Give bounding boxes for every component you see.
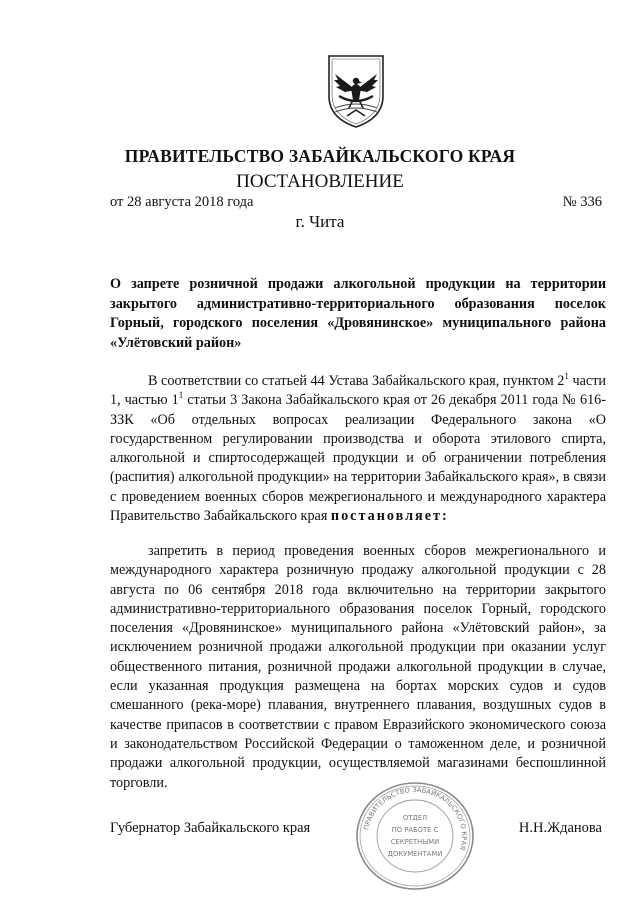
stamp-line-4: ДОКУМЕНТАМИ (387, 850, 443, 858)
seal-stamp (352, 780, 478, 892)
document-type: ПОСТАНОВЛЕНИЕ (236, 171, 404, 192)
superscript-1: 1 (564, 371, 569, 381)
resolves-word: постановляет: (330, 508, 449, 525)
stamp-line-3: СЕКРЕТНЫМИ (390, 838, 440, 846)
stamp-line-2: ПО РАБОТЕ С (391, 826, 439, 834)
coat-of-arms-emblem (323, 50, 389, 130)
preamble-text-c: статьи 3 Закона Забайкальского края от 26 декабря 2011 года № 616-ЗЗК «Об отдельных вопросах реализации Федерального закона «О государственном регулировании производства и оборота этилового спирта, алкогольной и спиртосодержащей продукции и об ограничении потребления (распития) алкогольной продукции» на территории Забайкальского края», в связи с проведением военных сборов межрегионального и международного характера Правительство Забайкальского края (110, 392, 607, 525)
government-title: ПРАВИТЕЛЬСТВО ЗАБАЙКАЛЬСКОГО КРАЯ (124, 146, 516, 166)
resolution-paragraph: запретить в период проведения военных сборов межрегионального и международного характера розничную продажу алкогольной продукции с 28 августа по 06 сентября 2018 года включительно на территории закрытого административно-территориального образования поселок Горный, городского поселения «Дровянинское» муниципального района «Улётовский район», за исключением розничной продажи алкогольной продукции при оказании услуг общественного питания, розничной продажи алкогольной продукции в случае, если указанная продукция размещена на бортах морских судов и судов смешанного (река-море) плавания, внутреннего плавания, воздушных судов в качестве припасов в соответствии с правом Евразийского экономического союза и законодательством Российской Федерации о таможенном деле, и розничной продажи алкогольной продукции, осуществляемой магазинами беспошлинной торговли. (110, 543, 606, 791)
preamble-text-b: части 1, частью 1 (110, 373, 606, 409)
preamble-paragraph (110, 372, 606, 526)
preamble-text-a: В соответствии со статьей 44 Устава Забайкальского края, пунктом 2 (148, 373, 565, 389)
document-city: г. Чита (295, 212, 345, 231)
stamp-ring-text: ПРАВИТЕЛЬСТВО ЗАБАЙКАЛЬСКОГО КРАЯ (362, 785, 469, 851)
signer-title: Губернатор Забайкальского края (110, 820, 311, 836)
document-number: № 336 (562, 194, 602, 210)
superscript-2: 1 (178, 390, 184, 401)
document-subject: О запрете розничной продажи алкогольной продукции на территории закрытого административно-территориального образования поселок Горный, городского поселения «Дровянинское» муниципального района «Улётовский район» (110, 276, 606, 351)
signer-name: Н.Н.Жданова (518, 820, 602, 836)
document-date: от 28 августа 2018 года (110, 194, 254, 210)
stamp-line-1: ОТДЕЛ (402, 814, 428, 822)
